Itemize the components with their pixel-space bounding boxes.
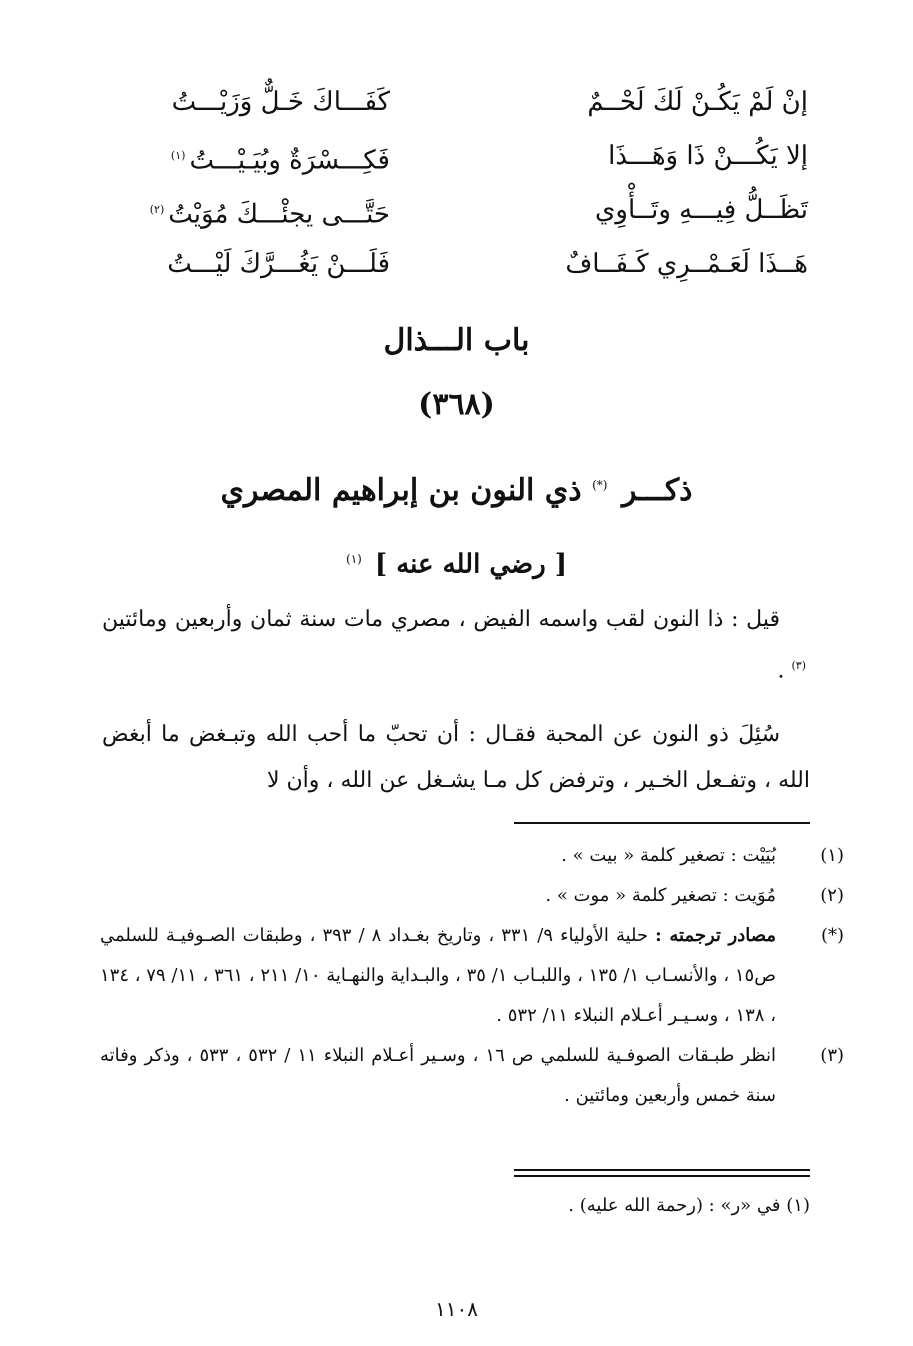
footnote-2	[100, 876, 844, 916]
verse-second-hemistich	[120, 190, 390, 235]
footnote-sources	[100, 916, 844, 1036]
footnote-text: انظر طبـقات الصوفـية للسلمي ص ١٦ ، وسـير أعـلام النبلاء ١١ / ٥٣٢ ، ٥٣٣ ، وذكر وفاته سنة خمس وأربعين ومائتين .	[100, 1045, 777, 1106]
subtitle-footnote-marker: (١)	[346, 552, 362, 566]
verse-3	[0, 190, 913, 240]
hemistich-text: كَفَـــاكَ خَـلٌّ وَزَيْـــتُ	[171, 87, 390, 117]
verse-2	[0, 136, 913, 186]
editor-divider-top	[514, 1169, 810, 1171]
paragraph-1	[102, 597, 810, 694]
editor-note	[100, 1186, 810, 1226]
entry-number: (٣٦٨)	[418, 387, 495, 422]
page-number: ١١٠٨	[435, 1297, 478, 1321]
footnote-mark: (١)	[820, 845, 844, 866]
footnote-3	[100, 1036, 845, 1116]
verse-second-hemistich	[120, 244, 390, 284]
verse-4	[0, 244, 913, 294]
paragraph-2	[102, 712, 810, 804]
verse-first-hemistich: إنْ لَمْ يَكُـنْ لَكَ لَحْــمٌ	[587, 87, 808, 117]
verse-first-hemistich: إلا يَكُـــنْ ذَا وَهَـــذَا	[608, 141, 808, 171]
footnote-marker: (٢)	[149, 203, 165, 216]
verse-second-hemistich	[120, 136, 390, 181]
hemistich-text: حَتَّـــى يجئْـــكَ مُوَيْتُ	[168, 199, 390, 230]
entry-title	[0, 460, 913, 516]
title-name: ذي النون بن إبراهيم المصري	[220, 473, 582, 508]
title-footnote-marker: (*)	[592, 478, 608, 492]
title-prefix: ذكـــر	[621, 473, 693, 508]
editor-note-text: في «ر» : (رحمة الله عليه) .	[568, 1195, 781, 1216]
footnote-text: بُيَيْت : تصغير كلمة « بيت » .	[561, 845, 776, 866]
editor-note-mark: (١)	[786, 1195, 810, 1216]
entry-subtitle	[0, 537, 913, 587]
footnote-mark: (٢)	[820, 885, 844, 906]
footnote-marker: (١)	[170, 149, 186, 162]
footnote-mark: (٣)	[820, 1045, 845, 1066]
chapter-heading: باب الـــذال	[383, 323, 530, 358]
footnote-divider	[514, 822, 810, 824]
verse-first-hemistich: تَظَــلُّ فِيـــهِ وتَــأْوِي	[595, 195, 808, 225]
paragraph-footnote-marker: (٣)	[791, 659, 806, 672]
verse-second-hemistich	[120, 82, 390, 122]
verse-1	[0, 82, 913, 132]
subtitle-text: [ رضي الله عنه ]	[374, 549, 567, 580]
footnote-bold-label: مصادر ترجمته :	[655, 925, 776, 946]
paragraph-end: .	[777, 658, 785, 684]
footnote-1	[100, 836, 844, 876]
footnote-mark: (*)	[820, 925, 844, 946]
editor-divider-bottom	[514, 1175, 810, 1177]
footnote-text: حلية الأولياء ٩/ ٣٣١ ، وتاريخ بغـداد ٨ / ٣٩٣ ، وطبقات الصـوفيـة للسلمي ص١٥ ، والأنسـاب ١/ ١٣٥ ، واللبـاب ١/ ٣٥ ، والبـداية والنهـاية ١٠/ ٢١١ ، ٣٦١ ، ١١/ ٧٩ ، ١٣٤ ، ١٣٨ ، وسـيـر أعـلام النبلاء ١١/ ٥٣٢ .	[100, 925, 776, 1026]
paragraph-text: قيل : ذا النون لقب واسمه الفيض ، مصري مات سنة ثمان وأربعين ومائتين	[102, 607, 780, 632]
hemistich-text: فَكِـــسْرَةٌ وبُيَـيْـــتُ	[189, 145, 390, 176]
hemistich-text: فَلَـــنْ يَغُـــرَّكَ لَيْـــتُ	[167, 249, 390, 279]
footnote-text: مُوَيت : تصغير كلمة « موت » .	[545, 885, 776, 906]
footnotes	[100, 836, 845, 1116]
verse-first-hemistich: هَــذَا لَعَـمْــرِي كَـفَــافٌ	[565, 249, 808, 279]
paragraph-text: سُئِلَ ذو النون عن المحبة فقـال : أن تحبّ ما أحب الله وتبـغض ما أبغض الله ، وتفـعل الخـير ، وترفض كل مـا يشـغل عن الله ، وأن لا	[102, 722, 810, 793]
